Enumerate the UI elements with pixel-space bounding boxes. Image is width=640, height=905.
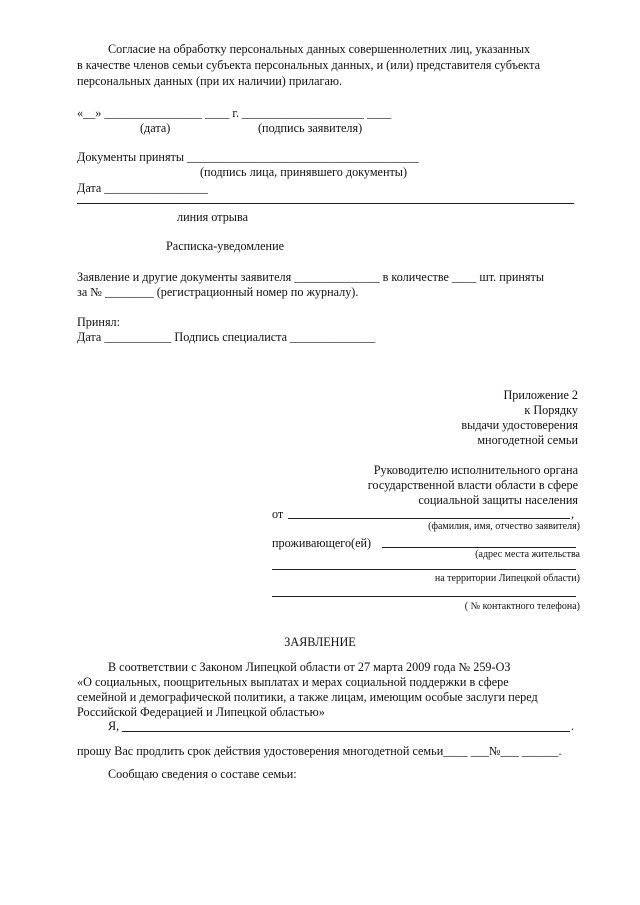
address-fill-line	[272, 569, 576, 570]
documents-accepted-caption: (подпись лица, принявшего документы)	[200, 165, 408, 179]
name-fill-line	[122, 731, 570, 732]
documents-accepted-line: Документы приняты ______________________________________	[77, 150, 419, 164]
from-label: от	[272, 507, 284, 521]
residing-fill-line	[382, 547, 576, 548]
receipt-line-1: Заявление и другие документы заявителя ______________ в количестве ____ шт. приняты	[77, 270, 545, 284]
appendix-line-2: к Порядку	[524, 403, 578, 417]
from-end-comma: ,	[571, 507, 575, 521]
residing-label: проживающего(ей)	[272, 536, 372, 550]
addressee-line-3: социальной защиты населения	[418, 493, 578, 507]
statement-line-3: семейной и демографической политики, а также лицам, имеющим особые заслуги перед	[77, 690, 538, 704]
request-line: прошу Вас продлить срок действия удостоверения многодетной семьи____ ___№___ ______.	[77, 744, 562, 758]
addressee-line-1: Руководителю исполнительного органа	[373, 463, 578, 477]
region-caption: на территории Липецкой области)	[434, 573, 580, 584]
from-caption: (фамилия, имя, отчество заявителя)	[428, 521, 580, 532]
i-end-period: .	[571, 719, 575, 733]
tear-line-label: линия отрыва	[177, 210, 248, 224]
family-composition-line: Сообщаю сведения о составе семьи:	[108, 767, 297, 781]
phone-caption: ( № контактного телефона)	[464, 601, 580, 612]
phone-fill-line	[272, 596, 576, 597]
receipt-title: Расписка-уведомление	[166, 239, 285, 253]
date-signature-line: «__» ________________ ____ г. ____________________ ____	[77, 106, 392, 120]
consent-line-1: Согласие на обработку персональных данных совершеннолетних лиц, указанных	[108, 42, 531, 56]
statement-title: ЗАЯВЛЕНИЕ	[284, 635, 356, 649]
tear-line	[77, 203, 574, 204]
addressee-line-2: государственной власти области в сфере	[367, 478, 578, 492]
receipt-date-signature: Дата ___________ Подпись специалиста ______________	[77, 330, 376, 344]
documents-date-line: Дата _________________	[77, 181, 208, 195]
statement-line-2: «О социальных, поощрительных выплатах и мерах социальной поддержки в сфере	[77, 675, 509, 689]
i-label: Я,	[108, 719, 120, 733]
consent-line-3: персональных данных (при их наличии) прилагаю.	[77, 74, 343, 88]
appendix-line-4: многодетной семьи	[477, 433, 578, 447]
from-fill-line	[288, 518, 570, 519]
receipt-line-2: за № ________ (регистрационный номер по журналу).	[77, 285, 359, 299]
date-caption: (дата)	[140, 121, 171, 135]
signature-caption: (подпись заявителя)	[258, 121, 363, 135]
statement-line-1: В соответствии с Законом Липецкой области от 27 марта 2009 года № 259-ОЗ	[108, 660, 511, 674]
address-caption: (адрес места жительства	[475, 549, 580, 560]
receipt-accepted-label: Принял:	[77, 315, 121, 329]
statement-line-4: Российской Федерацией и Липецкой областью»	[77, 705, 325, 719]
appendix-line-1: Приложение 2	[503, 388, 578, 402]
appendix-line-3: выдачи удостоверения	[461, 418, 578, 432]
consent-line-2: в качестве членов семьи субъекта персональных данных, и (или) представителя субъекта	[77, 58, 540, 72]
